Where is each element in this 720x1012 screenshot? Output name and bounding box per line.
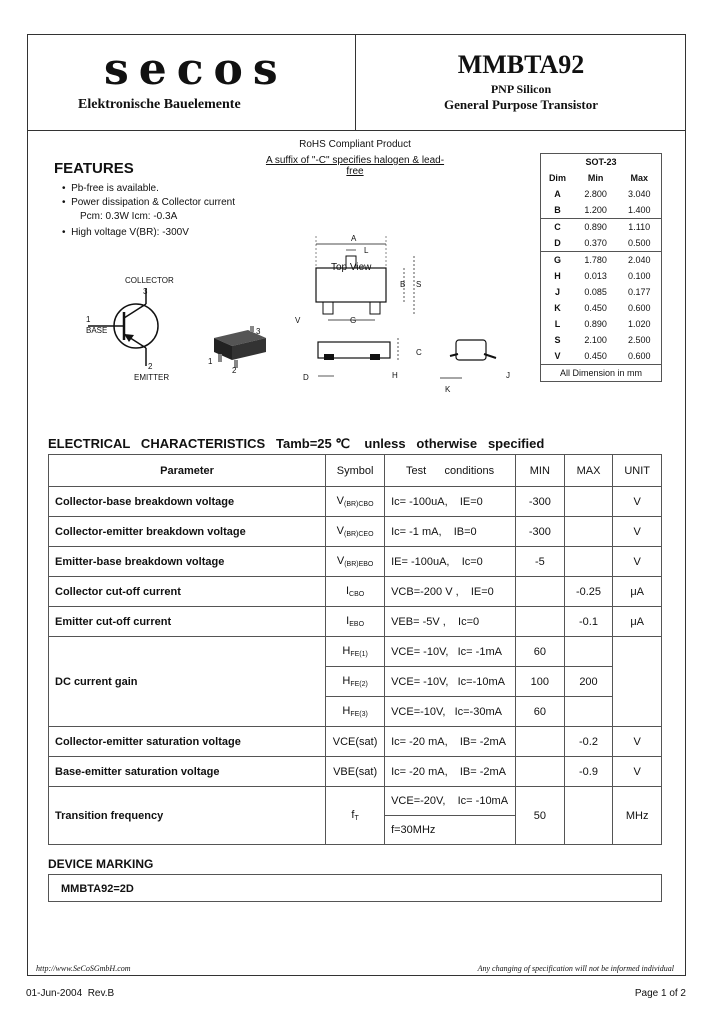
pkg-pin-1: 1	[208, 357, 213, 366]
max-cell	[564, 697, 613, 727]
package-outline-drawing	[290, 228, 530, 388]
condition-cell: VCB=-200 V , IE=0	[385, 577, 516, 607]
sot23-cell: 2.800	[584, 189, 607, 199]
sot23-cell: J	[554, 287, 560, 297]
max-cell	[564, 487, 613, 517]
col-conditions: Test conditions	[385, 455, 516, 487]
max-cell: -0.9	[564, 757, 613, 787]
sot23-cell: K	[554, 303, 561, 313]
max-cell	[564, 517, 613, 547]
min-cell	[516, 757, 565, 787]
sot23-cell: A	[554, 189, 561, 199]
features-title: FEATURES	[54, 160, 134, 177]
part-number: MMBTA92	[457, 50, 585, 79]
max-cell	[564, 787, 613, 845]
part-description: General Purpose Transistor	[443, 97, 599, 112]
rohs-line-1: RoHS Compliant Product	[299, 139, 411, 150]
sot23-cell: 2.100	[584, 335, 607, 345]
max-cell: -0.1	[564, 607, 613, 637]
symbol-cell: $f_T$	[326, 787, 385, 845]
condition-cell: IE= -100uA, Ic=0	[385, 547, 516, 577]
symbol-cell: VBE(sat)	[326, 757, 385, 787]
param-cell: Collector-emitter saturation voltage	[49, 727, 326, 757]
sot23-header: Max	[630, 173, 648, 183]
dim-label-S: S	[416, 280, 422, 289]
sot23-cell: 2.500	[627, 335, 651, 345]
sot23-row	[541, 252, 661, 269]
col-max: MAX	[564, 455, 613, 487]
rohs-line-2: A suffix of "-C" specifies halogen & lead-free	[265, 155, 445, 177]
min-cell	[516, 607, 565, 637]
footer-url[interactable]: http://www.SeCoSGmbH.com	[36, 964, 131, 973]
dim-label-C: C	[416, 348, 422, 357]
table-header-row	[49, 455, 662, 487]
emitter-label: EMITTER	[134, 373, 170, 382]
sot23-cell: 1.200	[584, 205, 607, 215]
pin-2-label: 2	[148, 362, 153, 371]
min-cell: -300	[516, 487, 565, 517]
dim-label-B: B	[400, 280, 406, 289]
sot23-package-icon	[208, 324, 272, 372]
dim-label-G: G	[350, 316, 357, 325]
symbol-cell: $H_{FE(3)}$	[326, 697, 385, 727]
footer-page: Page 1 of 2	[634, 988, 686, 999]
collector-label: COLLECTOR	[125, 276, 174, 285]
pkg-pin-2: 2	[232, 366, 237, 375]
max-cell: -0.25	[564, 577, 613, 607]
table-row	[49, 727, 662, 757]
table-row	[49, 637, 662, 667]
condition-cell: VCE= -10V, Ic=-10mA	[385, 667, 516, 697]
dim-label-A: A	[351, 234, 357, 243]
min-cell	[516, 727, 565, 757]
param-cell: Emitter-base breakdown voltage	[49, 547, 326, 577]
condition-cell: Ic= -20 mA, IB= -2mA	[385, 727, 516, 757]
unit-cell: V	[613, 727, 662, 757]
min-cell: 60	[516, 697, 565, 727]
sot23-cell: D	[554, 238, 561, 248]
sot23-cell: 0.500	[627, 238, 651, 248]
company-name: Elektronische Bauelemente	[78, 97, 241, 112]
symbol-cell: $H_{FE(2)}$	[326, 667, 385, 697]
sot23-cell: 0.100	[627, 271, 651, 281]
symbol-cell: $V_{(BR)EBO}$	[326, 547, 385, 577]
unit-cell: μA	[613, 577, 662, 607]
sot23-title: SOT-23	[585, 157, 617, 167]
param-cell: Collector-emitter breakdown voltage	[49, 517, 326, 547]
sot23-cell: V	[554, 351, 561, 361]
dim-label-D: D	[303, 373, 309, 382]
base-label: BASE	[86, 326, 108, 335]
dim-label-H: H	[392, 371, 398, 380]
unit-cell: MHz	[613, 787, 662, 845]
sot23-row	[541, 268, 661, 284]
sot23-cell: 0.177	[627, 287, 651, 297]
electrical-title: ELECTRICAL CHARACTERISTICS Tamb=25 ℃ unless otherwise specified	[48, 436, 545, 451]
unit-cell: V	[613, 757, 662, 787]
max-cell	[564, 547, 613, 577]
min-cell: 60	[516, 637, 565, 667]
unit-cell: μA	[613, 607, 662, 637]
table-row	[49, 757, 662, 787]
param-cell: Collector cut-off current	[49, 577, 326, 607]
sot23-cell: 0.890	[584, 319, 607, 329]
sot23-cell: 1.110	[628, 222, 651, 232]
max-cell	[564, 637, 613, 667]
company-logo: secos	[104, 44, 288, 95]
pkg-pin-3: 3	[256, 327, 261, 336]
max-cell: 200	[564, 667, 613, 697]
col-parameter: Parameter	[49, 455, 326, 487]
sot23-cell: S	[554, 335, 561, 345]
sot23-row	[541, 219, 661, 236]
pin-3-label: 3	[143, 287, 148, 296]
dim-label-L: L	[364, 246, 369, 255]
symbol-cell: $H_{FE(1)}$	[326, 637, 385, 667]
condition-cell: VCE=-20V, Ic= -10mA	[385, 787, 516, 816]
table-row	[49, 487, 662, 517]
sot23-cell: 2.040	[627, 255, 651, 265]
feature-power-line: Pcm: 0.3W Icm: -0.3A	[80, 211, 178, 222]
sot23-cell: L	[554, 319, 561, 329]
min-cell: 50	[516, 787, 565, 845]
dim-label-J: J	[506, 371, 510, 380]
sot23-cell: 0.450	[584, 303, 607, 313]
condition-cell: f=30MHz	[385, 816, 516, 845]
min-cell: -300	[516, 517, 565, 547]
unit-cell: V	[613, 517, 662, 547]
dim-label-K: K	[445, 385, 451, 394]
col-unit: UNIT	[613, 455, 662, 487]
condition-cell: VEB= -5V , Ic=0	[385, 607, 516, 637]
min-cell: -5	[516, 547, 565, 577]
features-list	[62, 182, 235, 240]
sot23-cell: 1.780	[584, 255, 607, 265]
symbol-cell: $V_{(BR)CEO}$	[326, 517, 385, 547]
symbol-cell: VCE(sat)	[326, 727, 385, 757]
device-marking-title: DEVICE MARKING	[48, 857, 154, 871]
col-symbol: Symbol	[326, 455, 385, 487]
device-marking-value: MMBTA92=2D	[48, 874, 662, 902]
pin-1-label: 1	[86, 315, 91, 324]
header-divider	[27, 130, 686, 131]
condition-cell: Ic= -1 mA, IB=0	[385, 517, 516, 547]
sot23-row	[541, 332, 661, 348]
feature-item: • Pb-free is available.	[62, 183, 159, 194]
unit-cell	[613, 637, 662, 727]
min-cell: 100	[516, 667, 565, 697]
part-type: PNP Silicon	[490, 82, 552, 96]
sot23-cell: 0.013	[584, 271, 607, 281]
sot23-cell: C	[554, 222, 561, 232]
symbol-cell: $I_{EBO}$	[326, 607, 385, 637]
feature-item: • High voltage V(BR): -300V	[62, 227, 189, 238]
sot23-cell: 0.085	[584, 287, 607, 297]
feature-item: • Power dissipation & Collector current	[62, 197, 236, 208]
condition-cell: VCE= -10V, Ic= -1mA	[385, 637, 516, 667]
sot23-cell: H	[554, 271, 561, 281]
sot23-cell: 1.020	[627, 319, 651, 329]
sot23-row	[541, 186, 661, 202]
footer-notice: Any changing of specification will not be informed individual	[477, 964, 674, 973]
min-cell	[516, 577, 565, 607]
param-cell: Emitter cut-off current	[49, 607, 326, 637]
unit-cell: V	[613, 547, 662, 577]
sot23-row	[541, 300, 661, 316]
sot23-row	[541, 348, 661, 365]
unit-cell: V	[613, 487, 662, 517]
sot23-row	[541, 202, 661, 219]
sot23-cell: 0.370	[584, 238, 607, 248]
sot23-row	[541, 284, 661, 300]
sot23-cell: 0.600	[627, 351, 651, 361]
param-dc-gain: DC current gain	[49, 637, 326, 727]
col-min: MIN	[516, 455, 565, 487]
table-row	[49, 577, 662, 607]
sot23-dimension-table	[540, 153, 662, 382]
table-row	[49, 517, 662, 547]
sot23-header: Min	[587, 173, 604, 183]
table-row	[49, 787, 662, 816]
symbol-cell: $V_{(BR)CBO}$	[326, 487, 385, 517]
sot23-cell: 0.450	[584, 351, 607, 361]
condition-cell: Ic= -100uA, IE=0	[385, 487, 516, 517]
sot23-row	[541, 316, 661, 332]
table-row	[49, 607, 662, 637]
condition-cell: Ic= -20 mA, IB= -2mA	[385, 757, 516, 787]
footer-date: 01-Jun-2004 Rev.B	[26, 988, 115, 999]
condition-cell: VCE=-10V, Ic=-30mA	[385, 697, 516, 727]
sot23-cell: 3.040	[627, 189, 651, 199]
table-row	[49, 547, 662, 577]
sot23-cell: G	[553, 255, 561, 265]
sot23-row	[541, 235, 661, 252]
top-view-label: Top View	[331, 262, 372, 273]
sot23-footer: All Dimension in mm	[541, 365, 661, 382]
sot23-cell: 0.600	[627, 303, 651, 313]
sot23-header: Dim	[548, 173, 566, 183]
symbol-cell: $I_{CBO}$	[326, 577, 385, 607]
dim-label-V: V	[295, 316, 301, 325]
electrical-table	[48, 454, 662, 845]
sot23-cell: 0.890	[584, 222, 607, 232]
max-cell: -0.2	[564, 727, 613, 757]
param-cell: Collector-base breakdown voltage	[49, 487, 326, 517]
sot23-cell: 1.400	[627, 205, 651, 215]
param-transition: Transition frequency	[49, 787, 326, 845]
sot23-cell: B	[554, 205, 561, 215]
param-cell: Base-emitter saturation voltage	[49, 757, 326, 787]
